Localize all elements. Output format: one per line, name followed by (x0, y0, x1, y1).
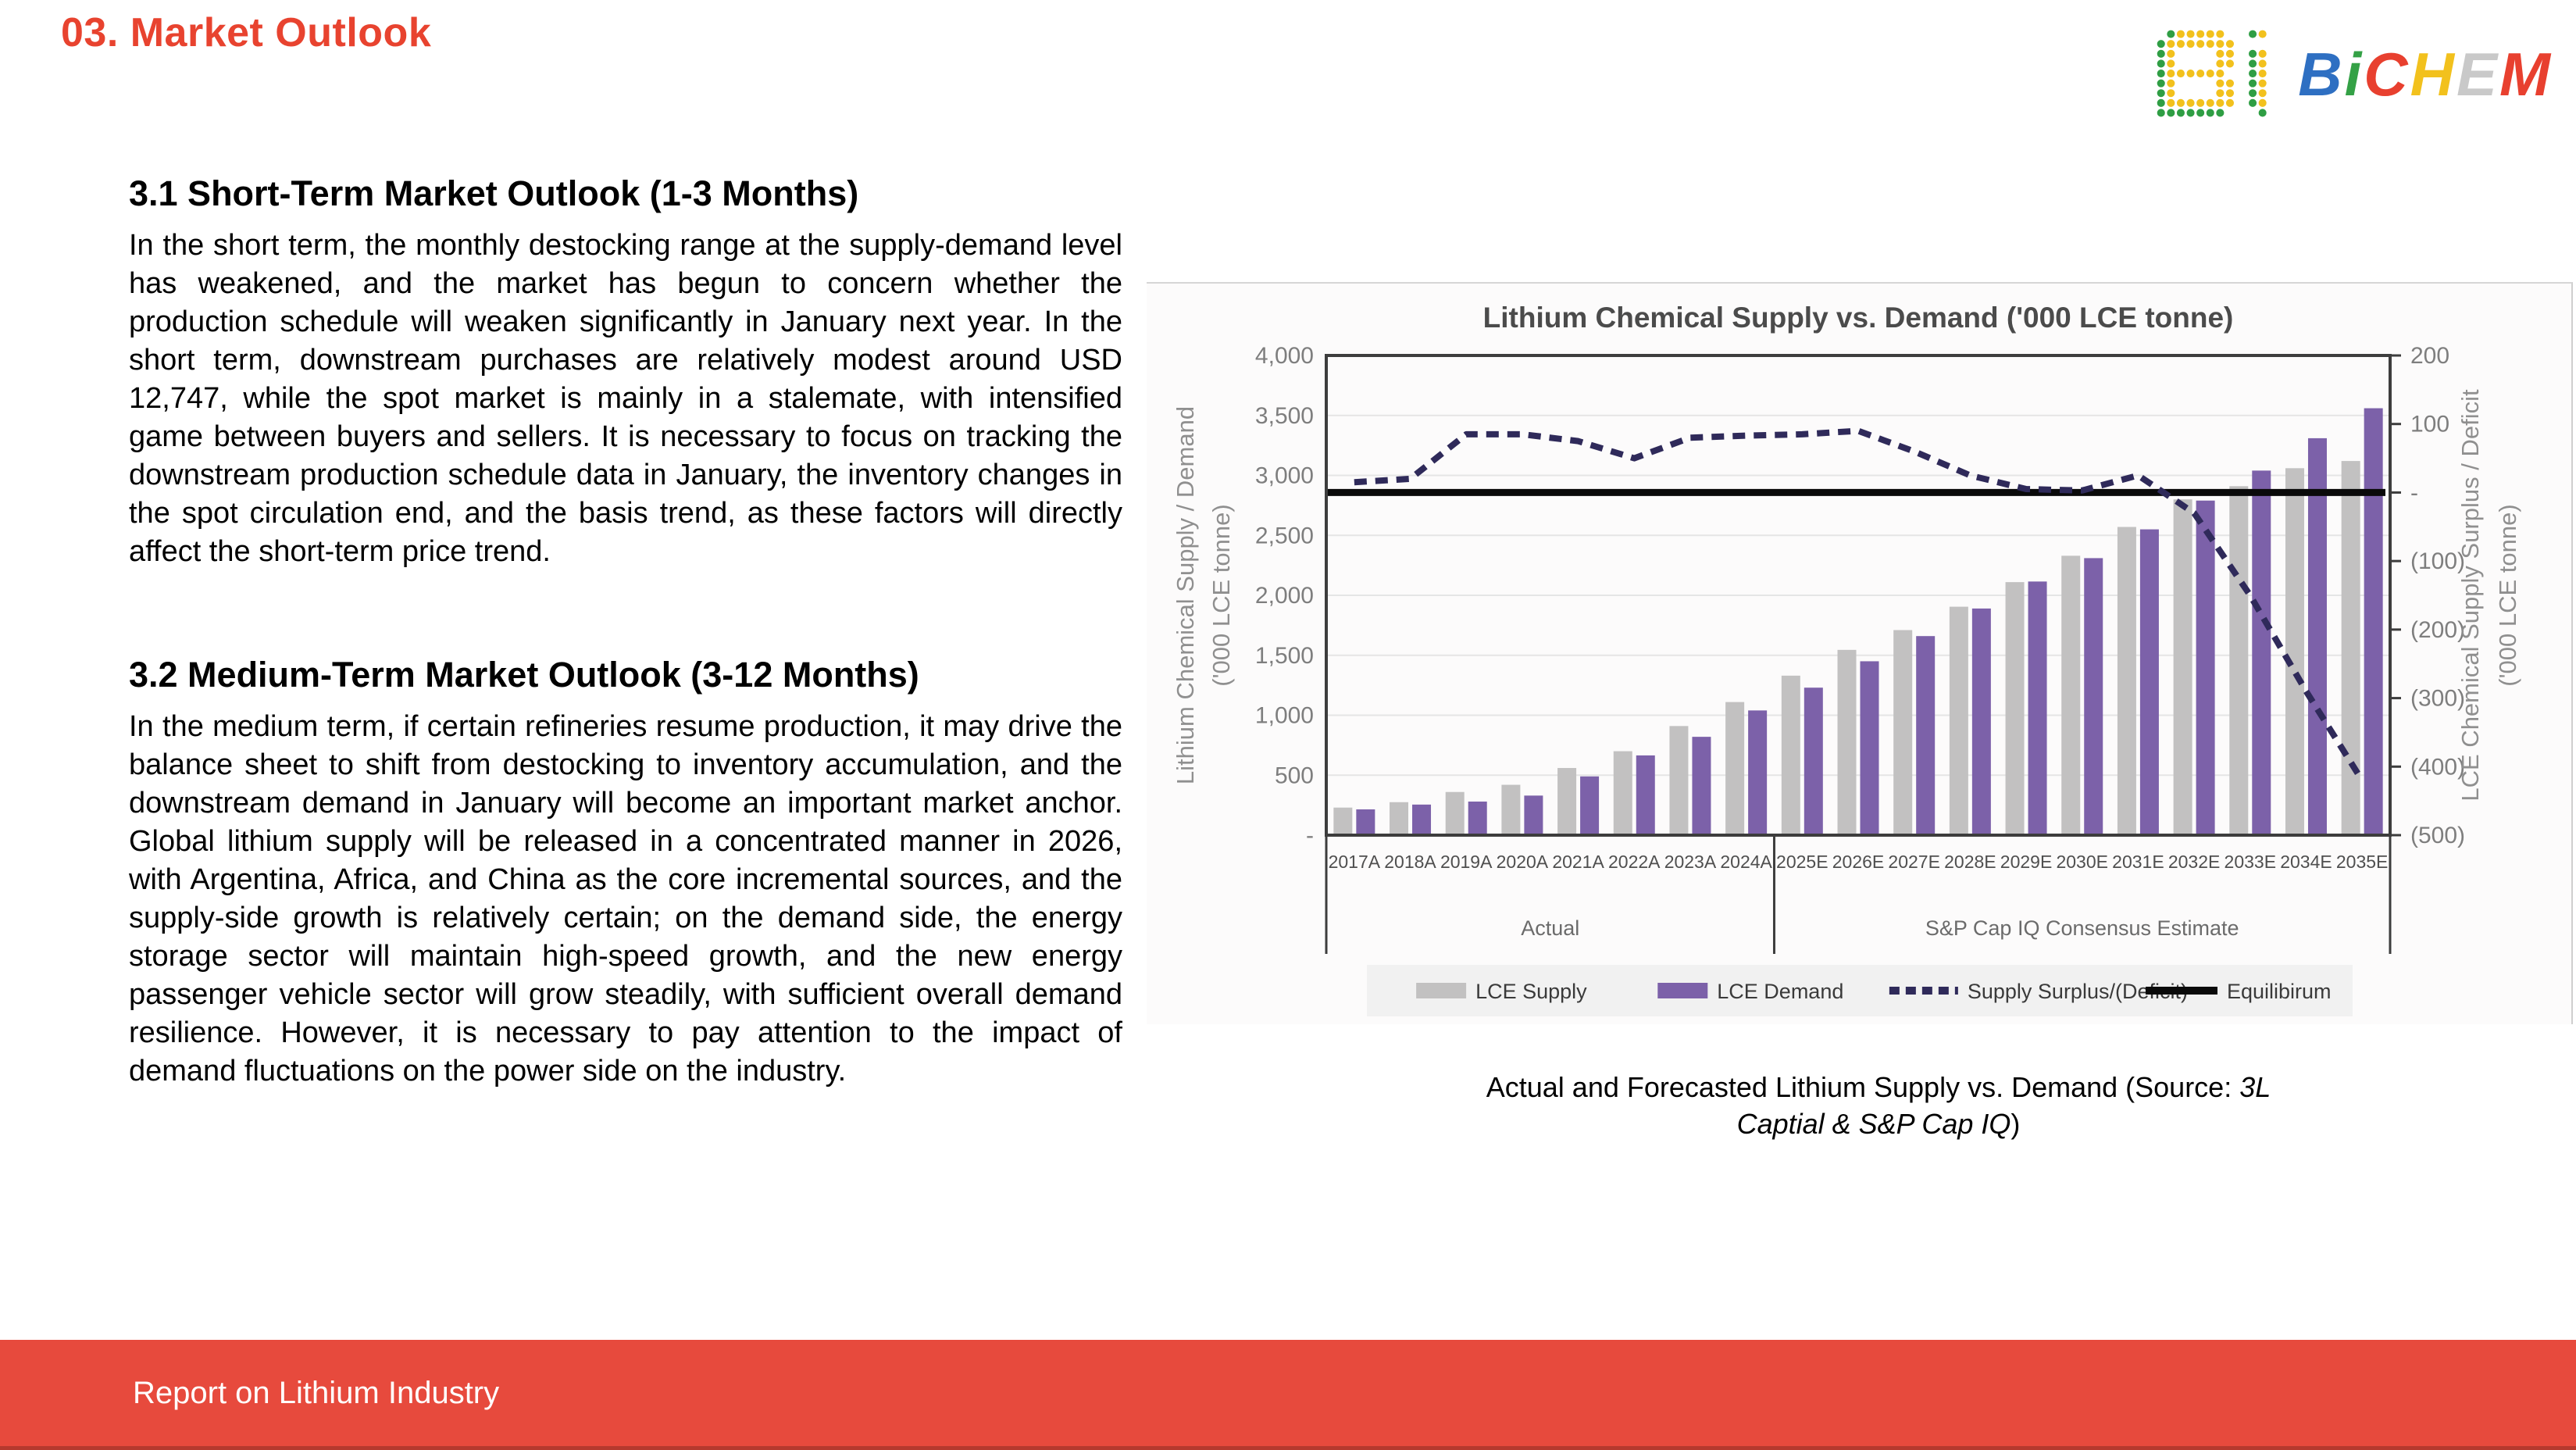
svg-text:3,000: 3,000 (1254, 462, 1314, 489)
svg-text:2,000: 2,000 (1254, 583, 1314, 609)
svg-text:2032E: 2032E (2167, 852, 2221, 872)
svg-text:('000 LCE tonne): ('000 LCE tonne) (1208, 504, 1235, 687)
svg-text:2017A: 2017A (1328, 852, 1381, 872)
svg-text:(500): (500) (2410, 823, 2466, 848)
svg-text:2028E: 2028E (1944, 852, 1996, 872)
svg-text:2023A: 2023A (1664, 852, 1717, 872)
logo-letter: i (2344, 39, 2364, 109)
chart-caption-text: Actual and Forecasted Lithium Supply vs. Demand (Source: (1486, 1071, 2240, 1103)
svg-text:LCE Supply: LCE Supply (1475, 980, 1587, 1003)
svg-text:(400): (400) (2410, 754, 2466, 780)
svg-text:Actual: Actual (1521, 916, 1580, 940)
svg-text:('000 LCE tonne): ('000 LCE tonne) (2494, 504, 2521, 687)
svg-text:Supply Surplus/(Deficit): Supply Surplus/(Deficit) (1967, 980, 2188, 1003)
svg-text:2020A: 2020A (1496, 852, 1549, 872)
logo-letter: E (2456, 39, 2500, 109)
section-medium-term (129, 655, 1122, 1091)
svg-text:4,000: 4,000 (1254, 343, 1314, 369)
section-medium-term-heading: 3.2 Medium-Term Market Outlook (3-12 Months) (129, 655, 919, 695)
svg-text:1,000: 1,000 (1254, 702, 1314, 729)
svg-text:2029E: 2029E (2000, 852, 2053, 872)
svg-text:2018A: 2018A (1384, 852, 1436, 872)
svg-text:(200): (200) (2410, 616, 2466, 643)
svg-text:2025E: 2025E (1776, 852, 1829, 872)
footer-bar (0, 1340, 2576, 1450)
section-short-term (129, 173, 1122, 571)
chart-caption (1449, 1069, 2308, 1142)
svg-text:2021A: 2021A (1552, 852, 1604, 872)
logo-letter: B (2298, 39, 2345, 109)
logo-letter: H (2410, 39, 2456, 109)
chart-figure (1147, 282, 2573, 1024)
svg-text:2024A: 2024A (1720, 852, 1772, 872)
svg-text:2027E: 2027E (1888, 852, 1940, 872)
svg-text:Lithium Chemical Supply / Dema: Lithium Chemical Supply / Demand (1172, 405, 1199, 785)
svg-text:2033E: 2033E (2224, 852, 2277, 872)
bichem-logo (2154, 23, 2553, 125)
svg-text:3,500: 3,500 (1254, 402, 1314, 429)
svg-text:2026E: 2026E (1832, 852, 1885, 872)
section-medium-term-paragraph: In the medium term, if certain refineries resume production, it may drive the balance sheet to shift from destocking to inventory accumulation, and the downstream demand in January will become an important market anchor. Global lithium supply will be released in a concentrated manner in 2026, with Argentina, Africa, and China as the core incremental sources, and the supply-side growth is relatively certain; on the demand side, the energy storage sector will maintain high-speed growth, and the new energy passenger vehicle sector will grow steadily, with sufficient overall demand resilience. However, it is necessary to pay attention to the impact of demand fluctuations on the power side on the industry. (129, 710, 1122, 1088)
svg-text:(300): (300) (2410, 685, 2466, 712)
svg-text:2022A: 2022A (1608, 852, 1661, 872)
page-title: 03. Market Outlook (61, 10, 432, 55)
svg-text:2030E: 2030E (2056, 852, 2108, 872)
svg-text:-: - (2410, 480, 2418, 506)
svg-text:200: 200 (2410, 343, 2450, 369)
svg-text:2031E: 2031E (2112, 852, 2164, 872)
section-short-term-heading: 3.1 Short-Term Market Outlook (1-3 Months) (129, 173, 859, 213)
logo-letter: M (2499, 39, 2553, 109)
chart-caption-suffix: ) (2010, 1108, 2021, 1140)
svg-text:500: 500 (1274, 762, 1314, 789)
svg-text:S&P Cap IQ Consensus Estimate: S&P Cap IQ Consensus Estimate (1925, 916, 2239, 940)
svg-text:2019A: 2019A (1440, 852, 1493, 872)
svg-text:2035E: 2035E (2335, 852, 2389, 872)
chart-caption-source: 3L Captial & S&P Cap IQ (1736, 1071, 2271, 1140)
svg-text:LCE Chemical Supply Surplus /: LCE Chemical Supply Surplus / Deficit (2456, 389, 2484, 802)
svg-text:100: 100 (2410, 411, 2450, 438)
logo-wordmark (2298, 39, 2553, 110)
svg-text:1,500: 1,500 (1254, 642, 1314, 669)
svg-text:2,500: 2,500 (1254, 523, 1314, 549)
svg-text:2034E: 2034E (2280, 852, 2332, 872)
logo-letter: C (2364, 39, 2410, 109)
svg-text:LCE Demand: LCE Demand (1717, 980, 1844, 1003)
svg-text:-: - (1306, 823, 1314, 848)
logo-dot-mark-icon (2154, 26, 2279, 123)
svg-text:(100): (100) (2410, 548, 2466, 575)
svg-text:Lithium Chemical Supply vs. De: Lithium Chemical Supply vs. Demand ('000 LCE tonne) (1482, 302, 2234, 334)
supply-demand-chart (1147, 284, 2571, 1024)
svg-text:Equilibirum: Equilibirum (2226, 980, 2332, 1003)
footer-label: Report on Lithium Industry (133, 1375, 500, 1410)
section-short-term-paragraph: In the short term, the monthly destocking range at the supply-demand level has weakened, and the market has begun to concern whether the production schedule will weaken significantly in January next year. In the short term, downstream purchases are relatively modest around USD 12,747, while the spot market is mainly in a stalemate, with intensified game between buyers and sellers. It is necessary to focus on tracking the downstream production schedule data in January, the inventory changes in the spot circulation end, and the basis trend, as these factors will directly affect the short-term price trend. (129, 229, 1122, 568)
